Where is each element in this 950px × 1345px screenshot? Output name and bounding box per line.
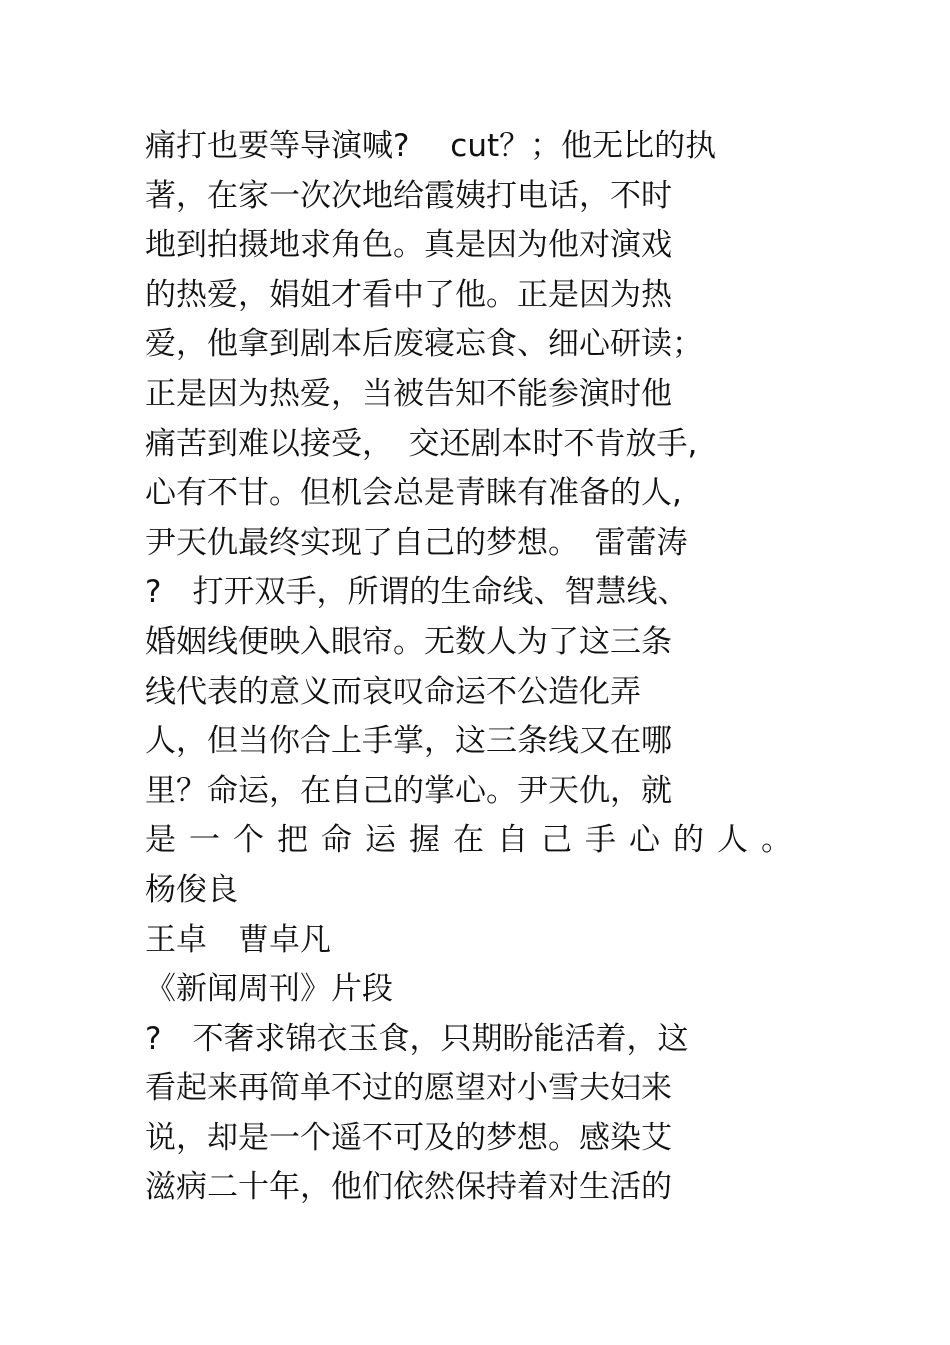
text-line: 看起来再简单不过的愿望对小雪夫妇来 — [145, 1070, 672, 1107]
text-line: 心有不甘。但机会总是青睐有准备的人, — [145, 475, 682, 512]
section-title: 《新闻周刊》片段 — [145, 971, 393, 1008]
text-line: 线代表的意义而哀叹命运不公造化弄 — [145, 673, 641, 710]
text-line: 著，在家一次次地给霞姨打电话，不时 — [145, 177, 672, 214]
text-line: 婚姻线便映入眼帘。无数人为了这三条 — [145, 623, 672, 660]
text-line: 的热爱，娟姐才看中了他。正是因为热 — [145, 276, 672, 313]
text-line: 说，却是一个遥不可及的梦想。感染艾 — [145, 1119, 672, 1156]
author-name: 杨俊良 — [145, 871, 238, 908]
text-line: 正是因为热爱，当被告知不能参演时他 — [145, 375, 672, 412]
author-names: 王卓 曹卓凡 — [145, 921, 331, 958]
text-line: 里？命运，在自己的掌心。尹天仇，就 — [145, 772, 672, 809]
text-line: 滋病二十年，他们依然保持着对生活的 — [145, 1169, 672, 1206]
text-line: 人，但当你合上手掌，这三条线又在哪 — [145, 723, 672, 760]
text-line: 爱，他拿到剧本后废寝忘食、细心研读； — [145, 326, 703, 363]
text-line: 地到拍摄地求角色。真是因为他对演戏 — [145, 227, 672, 264]
text-line: 痛打也要等导演喊? cut？；他无比的执 — [145, 128, 717, 164]
text-line: 尹天仇最终实现了自己的梦想。 雷蕾涛 — [145, 524, 688, 561]
text-line: ? 不奢求锦衣玉食，只期盼能活着，这 — [145, 1020, 689, 1057]
text-line: 痛苦到难以接受， 交还剧本时不肯放手, — [145, 425, 698, 462]
body-text — [145, 122, 805, 1213]
text-line: ? 打开双手，所谓的生命线、智慧线、 — [145, 574, 689, 611]
text-line: 是一个把命运握在自己手心的人。 — [145, 822, 805, 859]
